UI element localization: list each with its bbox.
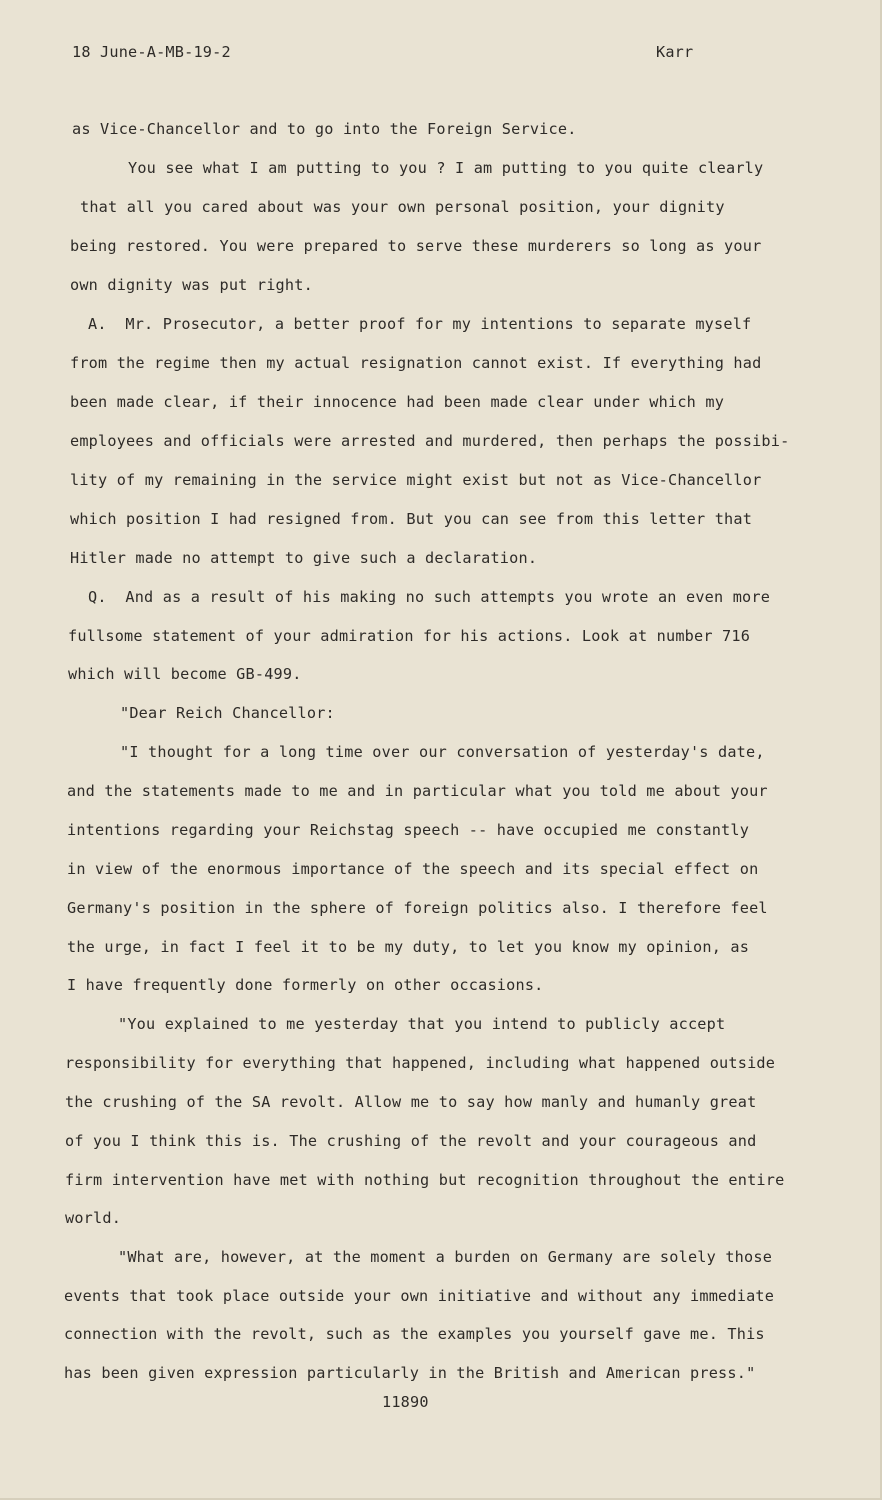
letter-line: firm intervention have met with nothing but recognition throughout the entire xyxy=(65,1171,785,1189)
text-line: which position I had resigned from. But you can see from this letter that xyxy=(70,510,753,528)
letter-salutation: "Dear Reich Chancellor: xyxy=(120,704,335,722)
letter-line: world. xyxy=(65,1209,122,1227)
letter-line: has been given expression particularly in the British and American press." xyxy=(64,1364,756,1382)
letter-line: "I thought for a long time over our conversation of yesterday's date, xyxy=(120,743,765,761)
text-line: that all you cared about was your own personal position, your dignity xyxy=(80,198,725,216)
document-reference: 18 June-A-MB-19-2 xyxy=(72,43,231,61)
letter-line: responsibility for everything that happened, including what happened outside xyxy=(65,1054,776,1072)
text-line: Hitler made no attempt to give such a declaration. xyxy=(70,549,538,567)
letter-line: events that took place outside your own initiative and without any immediate xyxy=(64,1287,775,1305)
letter-line: the urge, in fact I feel it to be my duty, to let you know my opinion, as xyxy=(67,938,750,956)
text-line: from the regime then my actual resignation cannot exist. If everything had xyxy=(70,354,762,372)
question-line: Q. And as a result of his making no such attempts you wrote an even more xyxy=(88,588,771,606)
letter-line: connection with the revolt, such as the examples you yourself gave me. This xyxy=(64,1325,765,1343)
letter-line: "You explained to me yesterday that you intend to publicly accept xyxy=(118,1015,726,1033)
text-line: You see what I am putting to you ? I am putting to you quite clearly xyxy=(128,159,764,177)
letter-line: Germany's position in the sphere of foreign politics also. I therefore feel xyxy=(67,899,768,917)
text-line: lity of my remaining in the service might exist but not as Vice-Chancellor xyxy=(70,471,762,489)
letter-line: the crushing of the SA revolt. Allow me to say how manly and humanly great xyxy=(65,1093,757,1111)
text-line: fullsome statement of your admiration for his actions. Look at number 716 xyxy=(68,627,751,645)
text-line: own dignity was put right. xyxy=(70,276,313,294)
letter-line: intentions regarding your Reichstag speech -- have occupied me constantly xyxy=(67,821,750,839)
text-line: employees and officials were arrested and murdered, then perhaps the possibi- xyxy=(70,432,790,450)
text-line: been made clear, if their innocence had been made clear under which my xyxy=(70,393,725,411)
letter-line: of you I think this is. The crushing of the revolt and your courageous and xyxy=(65,1132,757,1150)
letter-line: "What are, however, at the moment a burden on Germany are solely those xyxy=(118,1248,773,1266)
page-number: 11890 xyxy=(382,1393,429,1411)
speaker-name: Karr xyxy=(656,43,694,61)
text-line: which will become GB-499. xyxy=(68,665,302,683)
letter-line: in view of the enormous importance of the speech and its special effect on xyxy=(67,860,759,878)
text-line: being restored. You were prepared to serve these murderers so long as your xyxy=(70,237,762,255)
answer-line: A. Mr. Prosecutor, a better proof for my intentions to separate myself xyxy=(88,315,752,333)
text-line: as Vice-Chancellor and to go into the Foreign Service. xyxy=(72,120,577,138)
letter-line: I have frequently done formerly on other occasions. xyxy=(67,976,544,994)
letter-line: and the statements made to me and in particular what you told me about your xyxy=(67,782,768,800)
